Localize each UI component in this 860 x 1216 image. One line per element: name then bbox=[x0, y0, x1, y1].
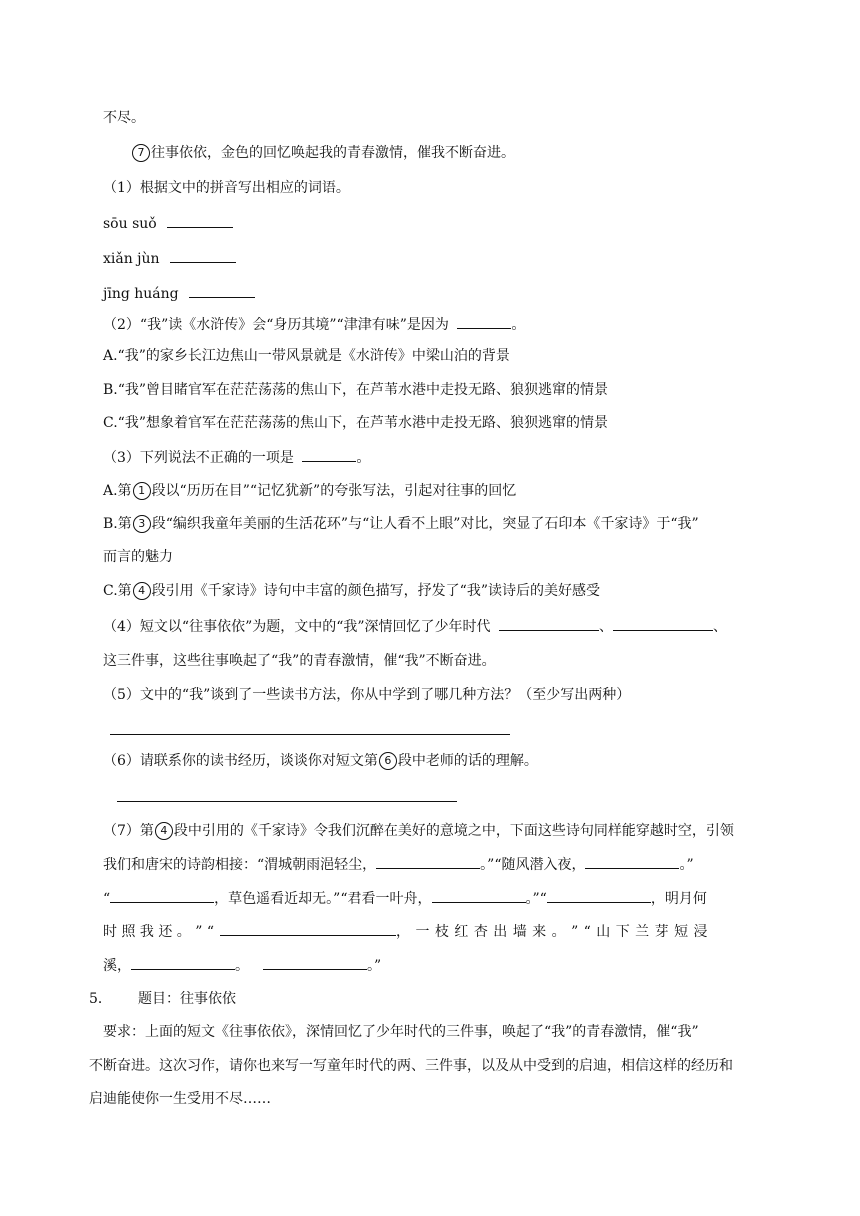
answer-blank[interactable] bbox=[376, 854, 480, 869]
pinyin-item bbox=[103, 213, 233, 234]
question-7-line bbox=[103, 921, 708, 942]
answer-blank[interactable] bbox=[302, 447, 356, 462]
text: C.第 bbox=[103, 583, 132, 599]
text: 段中引用的《千家诗》令我们沉醉在美好的意境之中，下面这些诗句同样能穿越时空，引领 bbox=[173, 823, 734, 839]
answer-blank[interactable] bbox=[499, 616, 599, 631]
text: 。” bbox=[367, 958, 382, 974]
text: （3）下列说法不正确的一项是 bbox=[103, 450, 294, 466]
text: 、 bbox=[713, 619, 727, 635]
question-7-line bbox=[103, 854, 694, 875]
question-7-line bbox=[103, 888, 707, 909]
text: 段“编织我童年美丽的生活花环”与“让人看不上眼”对比，突显了石印本《千家诗》于“我” bbox=[151, 516, 699, 532]
text: ， 一 枝 红 杏 出 墙 来 。 ” “ 山 下 兰 芽 短 浸 bbox=[396, 924, 709, 940]
question-7-line bbox=[103, 955, 381, 976]
text: B.第 bbox=[103, 516, 132, 532]
circled-number: 4 bbox=[133, 582, 151, 600]
option-a bbox=[103, 481, 516, 501]
circled-number: 6 bbox=[379, 752, 397, 770]
answer-blank[interactable] bbox=[189, 283, 255, 298]
pinyin-item bbox=[103, 248, 236, 269]
answer-blank[interactable] bbox=[170, 248, 236, 263]
pinyin: jīng huáng bbox=[103, 286, 179, 302]
answer-blank[interactable] bbox=[457, 314, 511, 329]
option-a: A.“我”的家乡长江边焦山一带风景就是《水浒传》中梁山泊的背景 bbox=[103, 348, 510, 364]
text: 往事依依，金色的回忆唤起我的青春激情，催我不断奋进。 bbox=[151, 145, 515, 161]
circled-number: 4 bbox=[155, 822, 173, 840]
answer-blank[interactable] bbox=[585, 854, 679, 869]
section-5-number: 5． bbox=[89, 991, 112, 1007]
text: 。”“随风潜入夜， bbox=[480, 857, 586, 873]
question-1: （1）根据文中的拼音写出相应的词语。 bbox=[103, 180, 350, 196]
answer-blank[interactable] bbox=[613, 616, 713, 631]
paragraph-7 bbox=[131, 143, 515, 163]
pinyin: sōu suǒ bbox=[103, 216, 157, 232]
text: “ bbox=[103, 891, 111, 907]
question-5: （5）文中的“我”谈到了一些读书方法，你从中学到了哪几种方法？（至少写出两种） bbox=[103, 687, 631, 703]
text: 、 bbox=[599, 619, 613, 635]
requirement-line: 不断奋进。这次习作，请你也来写一写童年时代的两、三件事，以及从中受到的启迪，相信这样的经历和 bbox=[89, 1058, 733, 1074]
text: 。 bbox=[356, 450, 371, 466]
text: （7）第 bbox=[103, 823, 154, 839]
option-b: B.“我”曾目睹官军在茫茫荡荡的焦山下，在芦苇水港中走投无路、狼狈逃窜的情景 bbox=[103, 382, 609, 398]
text: 我们和唐宋的诗韵相接：“渭城朝雨浥轻尘， bbox=[103, 857, 377, 873]
option-b-continued: 而言的魅力 bbox=[103, 549, 173, 565]
option-c: C.“我”想象着官军在茫茫荡荡的焦山下，在芦苇水港中走投无路、狼狈逃窜的情景 bbox=[103, 415, 608, 431]
answer-line[interactable] bbox=[110, 734, 510, 735]
answer-blank[interactable] bbox=[167, 213, 233, 228]
answer-blank[interactable] bbox=[547, 888, 651, 903]
question-2 bbox=[103, 314, 525, 335]
option-b bbox=[103, 514, 699, 534]
option-c bbox=[103, 581, 600, 601]
text-line: 不尽。 bbox=[103, 110, 145, 126]
question-4 bbox=[103, 616, 727, 637]
pinyin-item bbox=[103, 283, 255, 304]
question-4-continued: 这三件事，这些往事唤起了“我”的青春激情，催“我”不断奋进。 bbox=[103, 653, 496, 669]
requirement-line: 启迪能使你一生受用不尽…… bbox=[89, 1091, 271, 1107]
text: （4）短文以“往事依依”为题，文中的“我”深情回忆了少年时代 bbox=[103, 619, 491, 635]
circled-number: 7 bbox=[132, 144, 150, 162]
circled-number: 1 bbox=[133, 482, 151, 500]
pinyin: xiǎn jùn bbox=[103, 251, 160, 267]
text: 。” bbox=[679, 857, 694, 873]
text: 。”“ bbox=[525, 891, 547, 907]
text: 。 bbox=[235, 958, 249, 974]
text: 段引用《千家诗》诗句中丰富的颜色描写，抒发了“我”读诗后的美好感受 bbox=[151, 583, 600, 599]
text: ，草色遥看近却无。”“君看一叶舟， bbox=[214, 891, 432, 907]
circled-number: 3 bbox=[133, 515, 151, 533]
section-5-title: 题目：往事依依 bbox=[138, 991, 236, 1007]
question-6 bbox=[103, 751, 538, 771]
question-3 bbox=[103, 447, 370, 468]
text: 溪， bbox=[103, 958, 131, 974]
text: 段以“历历在目”“记忆犹新”的夸张写法，引起对往事的回忆 bbox=[151, 483, 517, 499]
answer-blank[interactable] bbox=[263, 955, 367, 970]
question-7 bbox=[103, 821, 734, 841]
answer-blank[interactable] bbox=[432, 888, 526, 903]
text: （2）“我”读《水浒传》会“身历其境”“津津有味”是因为 bbox=[103, 317, 449, 333]
requirement-line: 要求：上面的短文《往事依依》，深情回忆了少年时代的三件事，唤起了“我”的青春激情，催“我” bbox=[103, 1024, 699, 1040]
text: （6）请联系你的读书经历，谈谈你对短文第 bbox=[103, 753, 378, 769]
text: ，明月何 bbox=[650, 891, 707, 907]
text: 。 bbox=[511, 317, 526, 333]
answer-blank[interactable] bbox=[110, 888, 214, 903]
text: 时 照 我 还 。 ” “ bbox=[103, 924, 215, 940]
answer-blank[interactable] bbox=[131, 955, 235, 970]
answer-line[interactable] bbox=[117, 801, 457, 802]
text: A.第 bbox=[103, 483, 132, 499]
text: 段中老师的话的理解。 bbox=[397, 753, 538, 769]
answer-blank[interactable] bbox=[220, 921, 396, 936]
